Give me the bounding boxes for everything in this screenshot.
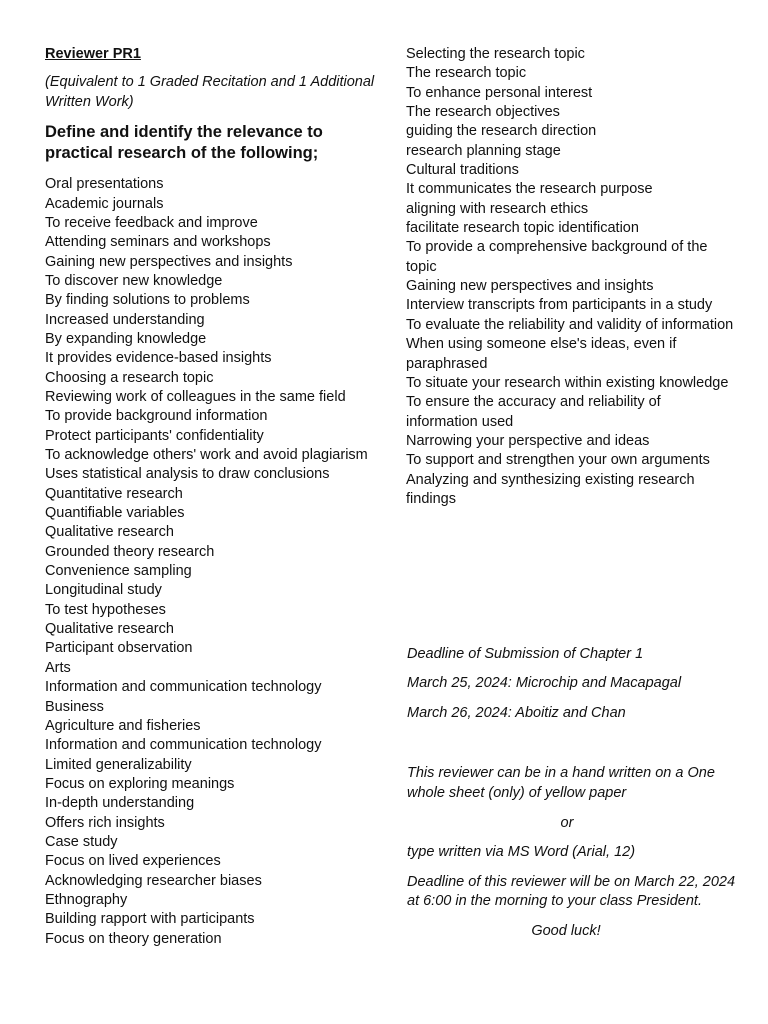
list-item: Qualitative research bbox=[45, 524, 174, 541]
reviewer-format-note: This reviewer can be in a hand written on a One whole sheet (only) of yellow paper bbox=[407, 765, 715, 801]
list-item: Arts bbox=[45, 659, 71, 676]
left-column bbox=[45, 45, 385, 949]
list-item: To evaluate the reliability and validity of information bbox=[406, 316, 734, 333]
list-item: Protect participants' confidentiality bbox=[45, 427, 264, 444]
list-item: To enhance personal interest bbox=[406, 84, 593, 101]
list-item: Grounded theory research bbox=[45, 543, 215, 560]
list-item: Increased understanding bbox=[45, 311, 205, 328]
typewritten-option: type written via MS Word (Arial, 12) bbox=[407, 844, 636, 861]
left-term-list bbox=[45, 175, 385, 949]
list-item: Reviewing work of colleagues in the same field bbox=[45, 389, 346, 405]
list-item: Information and communication technology bbox=[45, 737, 322, 754]
list-item: Focus on theory generation bbox=[45, 930, 222, 947]
right-column bbox=[406, 45, 736, 509]
list-item: By finding solutions to problems bbox=[45, 292, 250, 309]
list-item: Interview transcripts from participants in a study bbox=[406, 297, 713, 314]
list-item: The research objectives bbox=[406, 104, 560, 121]
list-item: Convenience sampling bbox=[45, 563, 192, 580]
instruction-heading: Define and identify the relevance to practical research of the following; bbox=[45, 123, 323, 163]
list-item: To provide a comprehensive background of the topic bbox=[406, 239, 708, 275]
schedule-line-1: March 25, 2024: Microchip and Macapagal bbox=[407, 675, 682, 692]
list-item: Agriculture and fisheries bbox=[45, 717, 201, 734]
list-item: Information and communication technology bbox=[45, 679, 322, 696]
list-item: Acknowledging researcher biases bbox=[45, 872, 262, 889]
list-item: facilitate research topic identification bbox=[406, 220, 639, 237]
or-separator: or bbox=[560, 815, 574, 832]
list-item: Focus on lived experiences bbox=[45, 853, 221, 870]
list-item: Uses statistical analysis to draw conclusions bbox=[45, 466, 330, 483]
list-item: Cultural traditions bbox=[406, 162, 519, 179]
list-item: Longitudinal study bbox=[45, 582, 162, 599]
page-subtitle: (Equivalent to 1 Graded Recitation and 1 Additional Written Work) bbox=[45, 74, 375, 110]
list-item: To discover new knowledge bbox=[45, 272, 223, 289]
list-item: It provides evidence-based insights bbox=[45, 350, 272, 367]
schedule-line-2: March 26, 2024: Aboitiz and Chan bbox=[407, 704, 626, 721]
chapter-deadline-heading: Deadline of Submission of Chapter 1 bbox=[407, 646, 644, 662]
page-title: Reviewer PR1 bbox=[45, 46, 141, 62]
list-item: Attending seminars and workshops bbox=[45, 234, 271, 251]
list-item: aligning with research ethics bbox=[406, 200, 589, 217]
list-item: Analyzing and synthesizing existing research findings bbox=[406, 471, 695, 507]
list-item: The research topic bbox=[406, 65, 527, 82]
list-item: To acknowledge others' work and avoid plagiarism bbox=[45, 447, 368, 464]
list-item: research planning stage bbox=[406, 142, 561, 159]
list-item: To provide background information bbox=[45, 408, 268, 425]
list-item: Gaining new perspectives and insights bbox=[45, 253, 293, 270]
list-item: By expanding knowledge bbox=[45, 330, 207, 347]
list-item: Quantifiable variables bbox=[45, 505, 185, 522]
list-item: Narrowing your perspective and ideas bbox=[406, 432, 650, 449]
list-item: When using someone else's ideas, even if paraphrased bbox=[406, 336, 677, 372]
list-item: Building rapport with participants bbox=[45, 911, 255, 928]
good-luck-message: Good luck! bbox=[531, 922, 601, 939]
list-item: Quantitative research bbox=[45, 485, 183, 502]
right-term-list bbox=[406, 45, 736, 509]
list-item: Limited generalizability bbox=[45, 756, 192, 773]
list-item: Focus on exploring meanings bbox=[45, 775, 235, 792]
list-item: Case study bbox=[45, 833, 118, 850]
submission-notes bbox=[407, 645, 737, 941]
reviewer-deadline: Deadline of this reviewer will be on March 22, 2024 at 6:00 in the morning to your class President. bbox=[407, 873, 736, 910]
list-item: Ethnography bbox=[45, 891, 128, 908]
list-item: Oral presentations bbox=[45, 176, 164, 193]
list-item: To support and strengthen your own arguments bbox=[406, 452, 710, 469]
list-item: It communicates the research purpose bbox=[406, 181, 653, 198]
list-item: To situate your research within existing knowledge bbox=[406, 374, 729, 391]
list-item: Business bbox=[45, 698, 104, 715]
list-item: Offers rich insights bbox=[45, 814, 165, 831]
list-item: Academic journals bbox=[45, 195, 164, 212]
list-item: Selecting the research topic bbox=[406, 46, 585, 62]
list-item: To receive feedback and improve bbox=[45, 214, 258, 231]
list-item: Choosing a research topic bbox=[45, 369, 214, 386]
list-item: guiding the research direction bbox=[406, 123, 597, 140]
list-item: Gaining new perspectives and insights bbox=[406, 278, 654, 295]
list-item: Participant observation bbox=[45, 640, 193, 657]
list-item: In-depth understanding bbox=[45, 795, 195, 812]
list-item: To test hypotheses bbox=[45, 601, 166, 618]
list-item: Qualitative research bbox=[45, 621, 174, 638]
list-item: To ensure the accuracy and reliability of information used bbox=[406, 394, 661, 430]
